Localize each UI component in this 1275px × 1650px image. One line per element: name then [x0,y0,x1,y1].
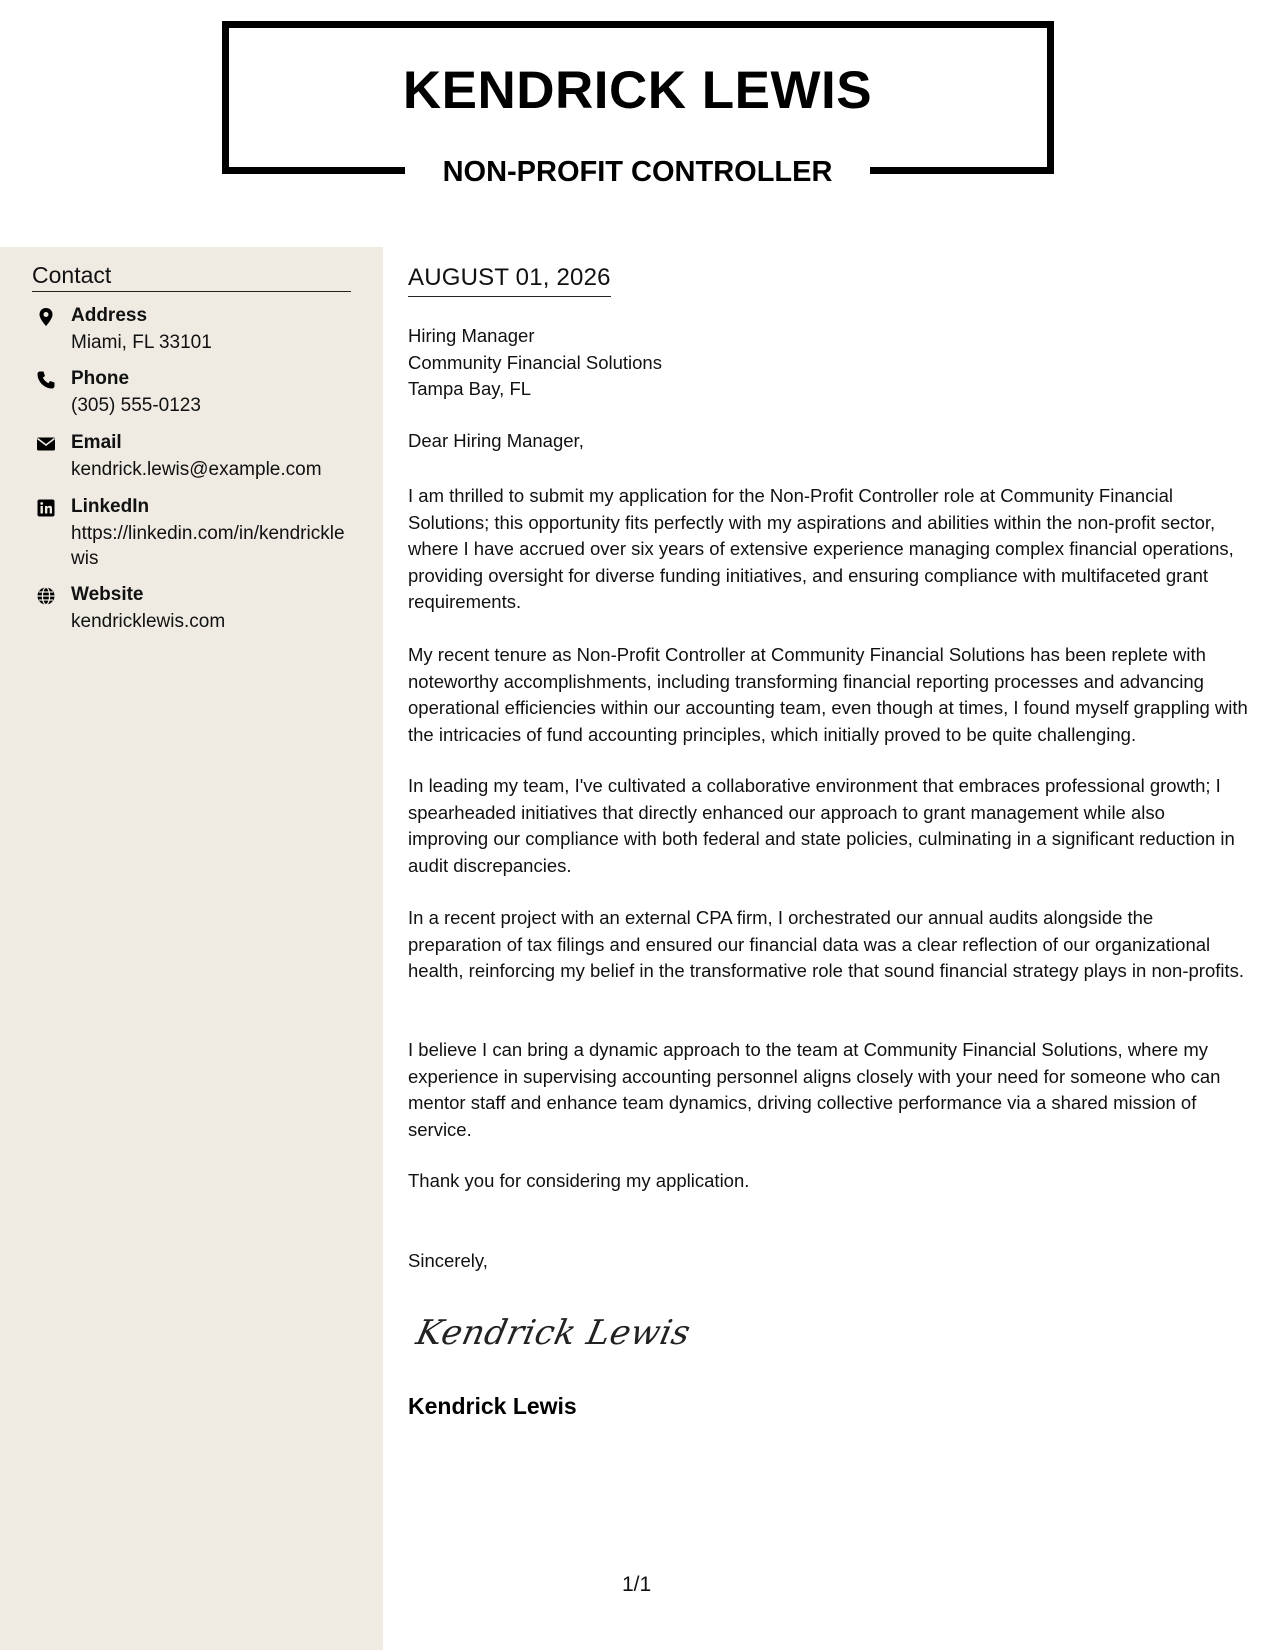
job-title: NON-PROFIT CONTROLLER [405,152,871,192]
website-value[interactable]: kendricklewis.com [71,611,226,632]
signer-name: Kendrick Lewis [408,1393,577,1419]
contact-sidebar [0,247,383,1650]
recipient-location: Tampa Bay, FL [408,378,532,399]
paragraph-3: In leading my team, I've cultivated a collaborative environment that embraces professional growth; I spearheaded initiatives that directly enhanced our approach to grant management while also improving our compliance with both federal and state policies, culminating in a significant reduction in audit discrepancies. [408,775,1235,876]
linkedin-icon [36,498,56,518]
address-value: Miami, FL 33101 [71,332,212,353]
email-value[interactable]: kendrick.lewis@example.com [71,459,322,480]
website-label: Website [71,584,144,605]
closing-thanks: Thank you for considering my application. [408,1170,750,1191]
envelope-icon [36,434,56,454]
phone-label: Phone [71,368,130,389]
salutation: Dear Hiring Manager, [408,430,584,451]
recipient-block [408,323,662,403]
linkedin-label: LinkedIn [71,496,150,517]
letter-date: AUGUST 01, 2026 [408,264,611,297]
email-label: Email [71,432,122,453]
paragraph-5: I believe I can bring a dynamic approach to the team at Community Financial Solutions, where my experience in supervising accounting personnel aligns closely with your need for someone who can mentor staff and enhance team dynamics, driving collective performance via a shared mission of service. [408,1039,1221,1140]
paragraph-4: In a recent project with an external CPA firm, I orchestrated our annual audits alongside the preparation of tax filings and ensured our financial data was a clear reflection of our organizational health, reinforcing my belief in the transformative role that sound financial strategy plays in non-profits. [408,907,1245,981]
paragraph-2: My recent tenure as Non-Profit Controller at Community Financial Solutions has been replete with noteworthy accomplishments, including transforming financial reporting processes and advancing operational efficiencies within our accounting team, even though at times, I found myself grappling with the intricacies of fund accounting principles, which initially proved to be quite challenging. [408,644,1248,745]
phone-value[interactable]: (305) 555-0123 [71,395,201,416]
address-label: Address [71,305,148,326]
contact-heading: Contact [32,262,351,292]
handwritten-signature [412,1300,695,1370]
recipient-title: Hiring Manager [408,325,535,346]
linkedin-value[interactable]: https://linkedin.com/in/kendricklewis [71,523,345,569]
phone-icon [36,370,56,390]
recipient-company: Community Financial Solutions [408,351,662,373]
paragraph-1: I am thrilled to submit my application for the Non-Profit Controller role at Community Financial Solutions; this opportunity fits perfectly with my aspirations and abilities within the non-profit sector, where I have accrued over six years of extensive experience managing complex financial operations, providing oversight for diverse funding initiatives, and ensuring compliance with multifaceted grant requirements. [408,485,1234,612]
svg-text:Kendrick Lewis: Kendrick Lewis [412,1313,695,1353]
location-pin-icon [36,307,56,327]
job-title-wrap [0,152,1275,192]
signoff: Sincerely, [408,1250,488,1271]
globe-icon [36,586,56,606]
page-number: 1/1 [622,1573,652,1596]
candidate-name: KENDRICK LEWIS [402,61,873,120]
